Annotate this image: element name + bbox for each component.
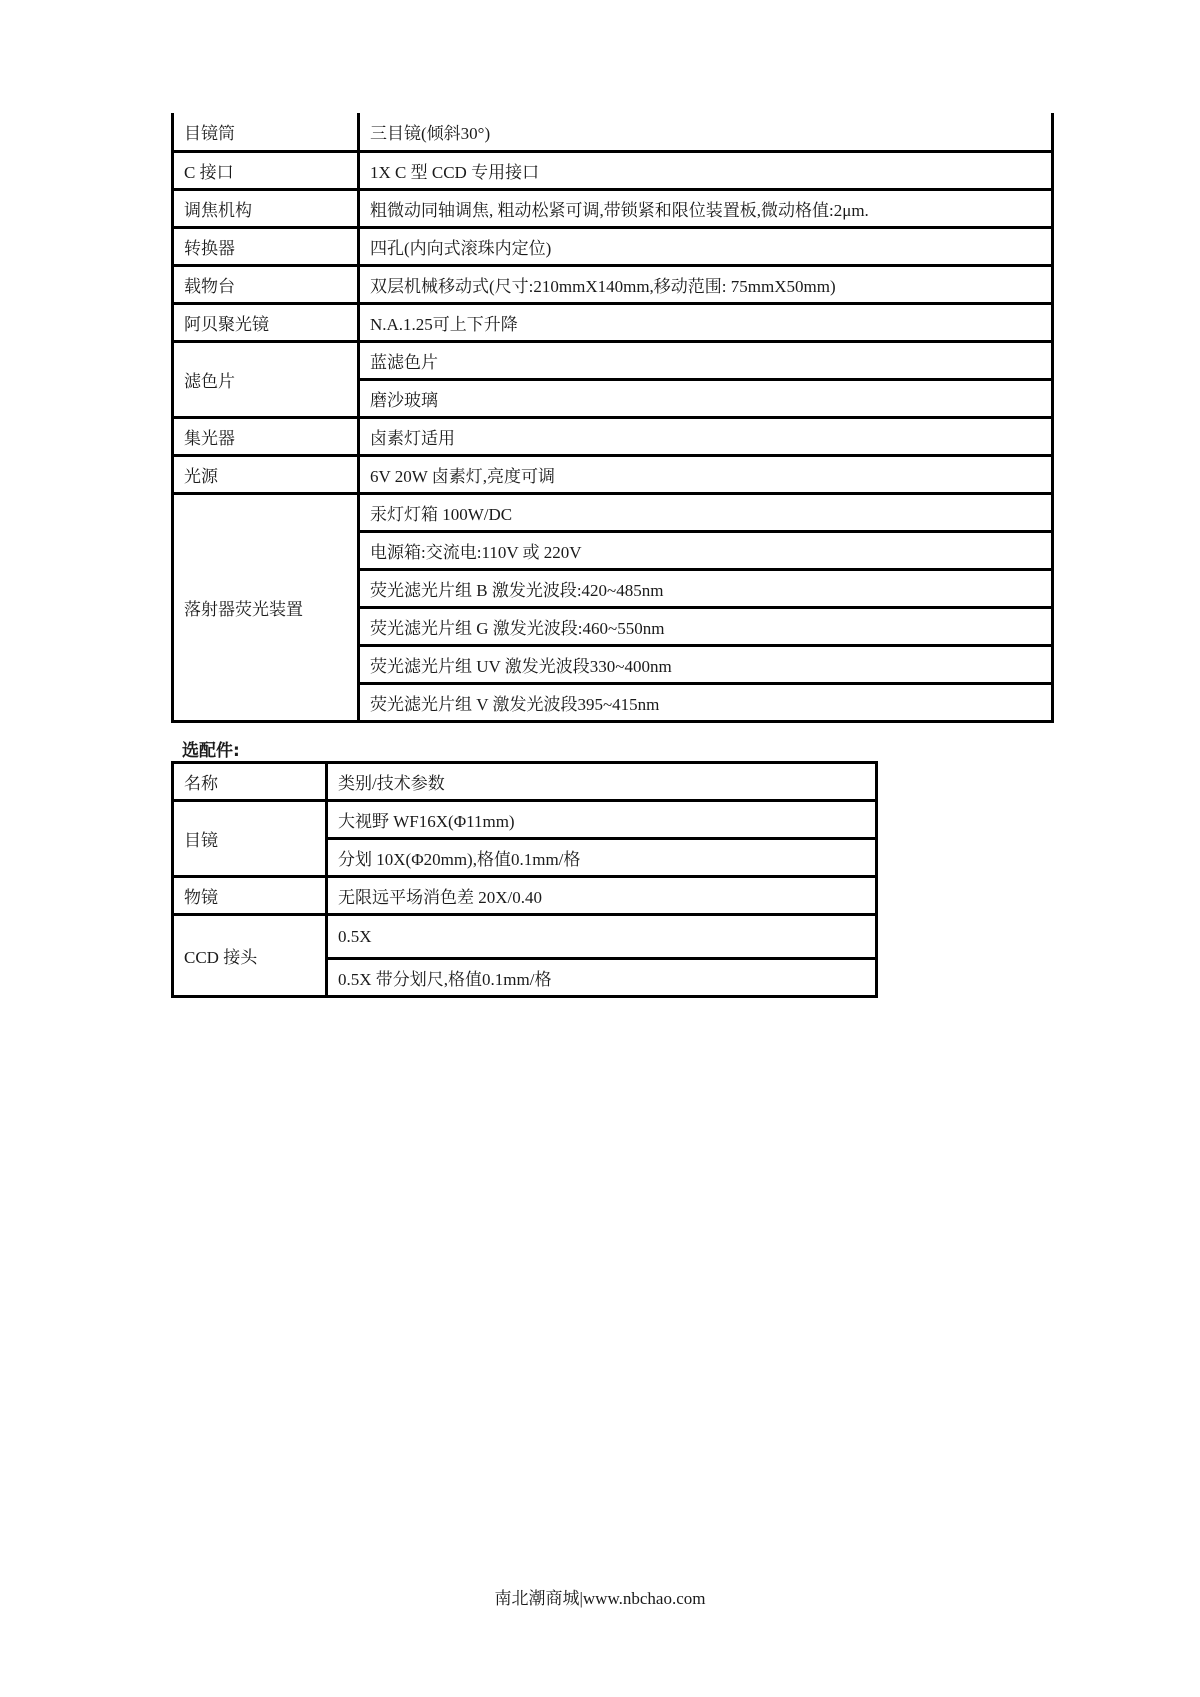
- spec-value: 荧光滤光片组 B 激发光波段:420~485nm: [359, 569, 1053, 607]
- spec-label: 转换器: [173, 227, 359, 265]
- table-row: [173, 801, 877, 839]
- spec-value: 荧光滤光片组 V 激发光波段395~415nm: [359, 683, 1053, 721]
- spec-label: 光源: [173, 455, 359, 493]
- accessory-label: CCD 接头: [173, 915, 327, 997]
- table-row: [173, 151, 1053, 189]
- spec-value: 1X C 型 CCD 专用接口: [359, 151, 1053, 189]
- table-row: [173, 227, 1053, 265]
- spec-value: 6V 20W 卤素灯,亮度可调: [359, 455, 1053, 493]
- accessory-value: 0.5X: [327, 915, 877, 959]
- spec-value: 汞灯灯箱 100W/DC: [359, 493, 1053, 531]
- spec-label: 阿贝聚光镜: [173, 303, 359, 341]
- accessory-value: 无限远平场消色差 20X/0.40: [327, 877, 877, 915]
- spec-value: 磨沙玻璃: [359, 379, 1053, 417]
- spec-value: 荧光滤光片组 UV 激发光波段330~400nm: [359, 645, 1053, 683]
- spec-label: 落射器荧光装置: [173, 493, 359, 721]
- spec-label: 载物台: [173, 265, 359, 303]
- spec-value: 粗微动同轴调焦, 粗动松紧可调,带锁紧和限位装置板,微动格值:2μm.: [359, 189, 1053, 227]
- spec-value: 四孔(内向式滚珠内定位): [359, 227, 1053, 265]
- table-row: [173, 877, 877, 915]
- table-row: [173, 303, 1053, 341]
- accessory-label: 目镜: [173, 801, 327, 877]
- table-row: [173, 915, 877, 959]
- table-row: [173, 113, 1053, 151]
- table-row: [173, 455, 1053, 493]
- table-row: [173, 493, 1053, 531]
- spec-value: 电源箱:交流电:110V 或 220V: [359, 531, 1053, 569]
- table-row: [173, 189, 1053, 227]
- accessories-table: [171, 761, 878, 998]
- spec-value: 三目镜(倾斜30°): [359, 113, 1053, 151]
- accessory-value: 大视野 WF16X(Φ11mm): [327, 801, 877, 839]
- spec-label: 集光器: [173, 417, 359, 455]
- column-header-name: 名称: [173, 763, 327, 801]
- table-row: [173, 341, 1053, 379]
- accessories-heading: 选配件:: [182, 741, 240, 761]
- accessory-value: 0.5X 带分划尺,格值0.1mm/格: [327, 959, 877, 997]
- page-footer: 南北潮商城|www.nbchao.com: [494, 1589, 706, 1608]
- spec-value: N.A.1.25可上下升降: [359, 303, 1053, 341]
- spec-label: 目镜筒: [173, 113, 359, 151]
- table-row: [173, 265, 1053, 303]
- spec-value: 卤素灯适用: [359, 417, 1053, 455]
- table-header-row: [173, 763, 877, 801]
- spec-value: 荧光滤光片组 G 激发光波段:460~550nm: [359, 607, 1053, 645]
- table-row: [173, 417, 1053, 455]
- spec-value: 双层机械移动式(尺寸:210mmX140mm,移动范围: 75mmX50mm): [359, 265, 1053, 303]
- accessory-label: 物镜: [173, 877, 327, 915]
- column-header-param: 类别/技术参数: [327, 763, 877, 801]
- spec-label: 调焦机构: [173, 189, 359, 227]
- accessory-value: 分划 10X(Φ20mm),格值0.1mm/格: [327, 839, 877, 877]
- spec-label: C 接口: [173, 151, 359, 189]
- spec-table: [171, 113, 1054, 723]
- spec-value: 蓝滤色片: [359, 341, 1053, 379]
- spec-label: 滤色片: [173, 341, 359, 417]
